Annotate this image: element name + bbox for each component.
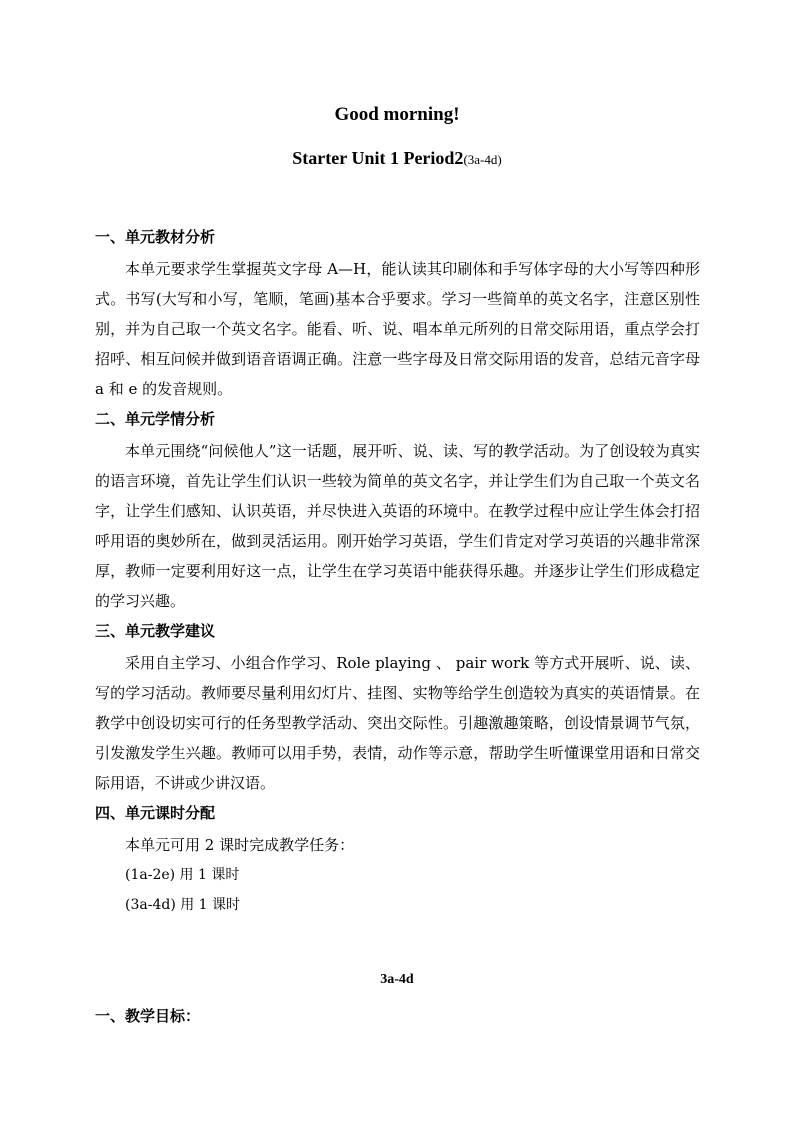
period-heading: 3a-4d [380, 972, 414, 987]
section-paragraph-teaching-suggestions: 采用自主学习、小组合作学习、Role playing 、 pair work 等方式开展听、说、读、写的学习活动。教师要尽量利用幻灯片、挂图、实物等给学生创造较为真实的英语情景。在教学中创设切实可行的任务型教学活动、突出交际性。引趣激趣策略，创设情景调节气氛，引发激发学生兴趣。教师可以用手势，表情，动作等示意，帮助学生听懂课堂用语和日常交际用语，不讲或少讲汉语。 [95, 654, 700, 792]
section-heading-learner-analysis: 二、单元学情分析 [95, 410, 216, 428]
section-paragraph-textbook-analysis: 本单元要求学生掌握英文字母 A—H，能认读其印刷体和手写体字母的大小写等四种形式。书写(大写和小写，笔顺，笔画)基本合乎要求。学习一些简单的英文名字，注意区别性别，并为自己取一个英文名字。能看、听、说、唱本单元所列的日常交际用语，重点学会打招呼、相互问候并做到语音语调正确。注意一些字母及日常交际用语的发音，总结元音字母 a 和 e 的发音规则。 [95, 260, 700, 398]
period-allocation-item: (1a-2e) 用 1 课时 [125, 867, 240, 883]
subtitle-period-range: (3a-4d) [463, 152, 502, 167]
section-paragraph-learner-analysis: 本单元围绕“问候他人”这一话题，展开听、说、读、写的教学活动。为了创设较为真实的语言环境，首先让学生们认识一些较为简单的英文名字，并让学生们为自己取一个英文名字，让学生们感知、认识英语，并尽快进入英语的环境中。在教学过程中应让学生体会打招呼用语的奥妙所在，做到灵活运用。刚开始学习英语，学生们肯定对学习英语的兴趣非常深厚，教师一定要利用好这一点，让学生在学习英语中能获得乐趣。并逐步让学生们形成稳定的学习兴趣。 [95, 442, 700, 610]
objectives-heading: 一、教学目标： [95, 1007, 201, 1025]
document-body [95, 222, 700, 920]
subtitle-main: Starter Unit 1 Period2 [292, 148, 464, 168]
section-heading-teaching-suggestions: 三、单元教学建议 [95, 622, 216, 640]
period-allocation-item: (3a-4d) 用 1 课时 [125, 897, 241, 913]
section-heading-period-allocation: 四、单元课时分配 [95, 804, 216, 822]
section-paragraph-period-allocation: 本单元可用 2 课时完成教学任务： [125, 836, 355, 854]
section-heading-textbook-analysis: 一、单元教材分析 [95, 228, 216, 246]
document-subtitle [0, 148, 794, 169]
document-title: Good morning! [334, 104, 460, 125]
